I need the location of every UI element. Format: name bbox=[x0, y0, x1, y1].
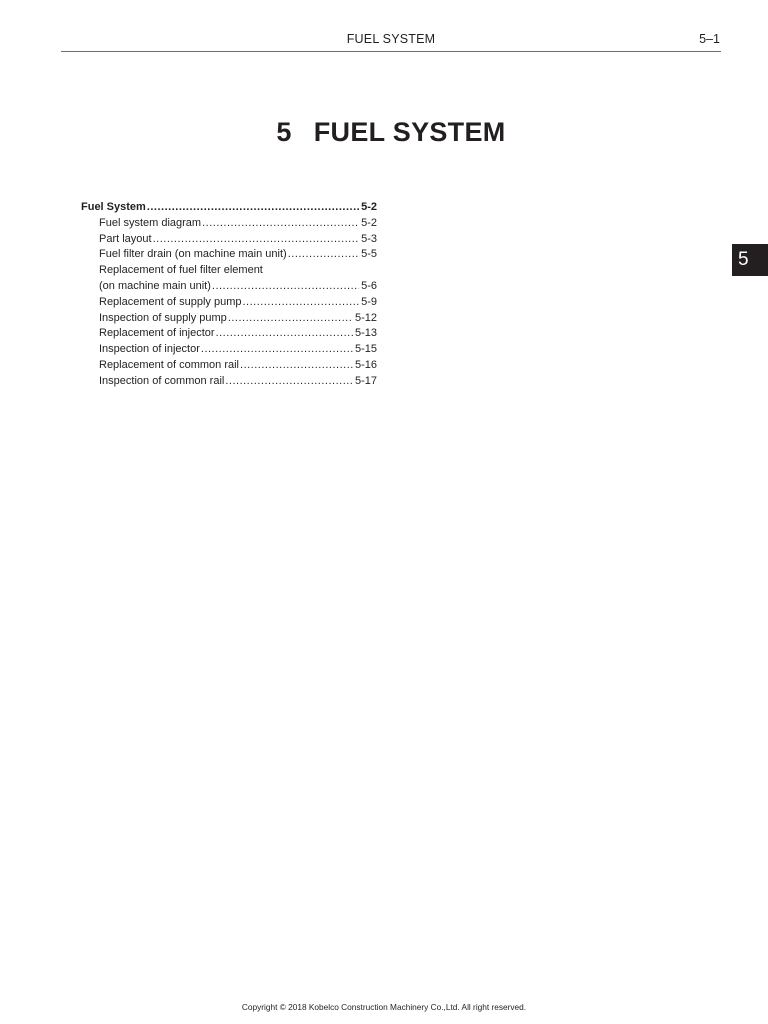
toc-entry[interactable] bbox=[81, 342, 377, 358]
dot-leader bbox=[216, 326, 353, 342]
toc-entry-page: 5-12 bbox=[354, 311, 377, 324]
dot-leader bbox=[242, 295, 359, 311]
toc-entry-page: 5-2 bbox=[361, 201, 377, 213]
toc-entry-label: Replacement of fuel filter element bbox=[99, 264, 263, 277]
copyright-footer: Copyright © 2018 Kobelco Construction Machinery Co.,Ltd. All right reserved. bbox=[241, 1002, 527, 1012]
toc-entry[interactable] bbox=[81, 216, 377, 232]
toc-entry-page: 5-13 bbox=[354, 327, 377, 340]
toc-entry-page: 5-9 bbox=[361, 295, 377, 308]
toc-entry-page: 5-16 bbox=[354, 358, 377, 371]
toc-entry[interactable] bbox=[81, 232, 377, 248]
toc-entry-label: Replacement of injector bbox=[99, 327, 215, 340]
dot-leader bbox=[153, 232, 360, 248]
toc-entry-page: 5-5 bbox=[361, 248, 377, 261]
toc-entry-label: Replacement of supply pump bbox=[99, 295, 242, 308]
toc-entry-label: Inspection of common rail bbox=[99, 374, 225, 387]
dot-leader bbox=[240, 358, 353, 374]
dot-leader bbox=[225, 374, 353, 390]
running-header-title: FUEL SYSTEM bbox=[346, 32, 436, 46]
toc-entry[interactable] bbox=[81, 295, 377, 311]
toc-entry-page: 5-15 bbox=[354, 343, 377, 356]
toc-entry-label: Inspection of injector bbox=[99, 343, 200, 356]
table-of-contents bbox=[81, 200, 377, 390]
toc-entry[interactable] bbox=[81, 247, 377, 263]
toc-entry-page: 5-6 bbox=[361, 279, 377, 292]
dot-leader bbox=[288, 247, 359, 263]
header-rule bbox=[61, 51, 721, 52]
toc-entry-page: 5-17 bbox=[354, 374, 377, 387]
toc-entry[interactable] bbox=[81, 374, 377, 390]
toc-entry-label: (on machine main unit) bbox=[99, 279, 211, 292]
dot-leader bbox=[147, 200, 359, 216]
toc-entry-label: Fuel System bbox=[81, 201, 146, 213]
chapter-title-text: FUEL SYSTEM bbox=[313, 117, 506, 147]
toc-entry-label: Replacement of common rail bbox=[99, 358, 240, 371]
toc-entry-page: 5-2 bbox=[361, 216, 377, 229]
toc-entry-label: Inspection of supply pump bbox=[99, 311, 227, 324]
dot-leader bbox=[201, 342, 353, 358]
toc-entry-page: 5-3 bbox=[361, 232, 377, 245]
dot-leader bbox=[202, 216, 359, 232]
toc-entry[interactable] bbox=[81, 311, 377, 327]
page-number: 5–1 bbox=[699, 32, 720, 46]
dot-leader bbox=[228, 311, 353, 327]
toc-entry[interactable] bbox=[81, 279, 377, 295]
toc-entry[interactable] bbox=[81, 263, 377, 279]
toc-entry-label: Fuel system diagram bbox=[99, 216, 202, 229]
dot-leader bbox=[212, 279, 359, 295]
chapter-number: 5 bbox=[276, 117, 292, 147]
toc-main-entry[interactable] bbox=[81, 200, 377, 216]
toc-entry-label: Part layout bbox=[99, 232, 152, 245]
toc-entry[interactable] bbox=[81, 326, 377, 342]
toc-entry-label: Fuel filter drain (on machine main unit) bbox=[99, 248, 287, 261]
chapter-title bbox=[0, 117, 768, 148]
chapter-side-tab[interactable]: 5 bbox=[732, 244, 768, 276]
toc-entry[interactable] bbox=[81, 358, 377, 374]
